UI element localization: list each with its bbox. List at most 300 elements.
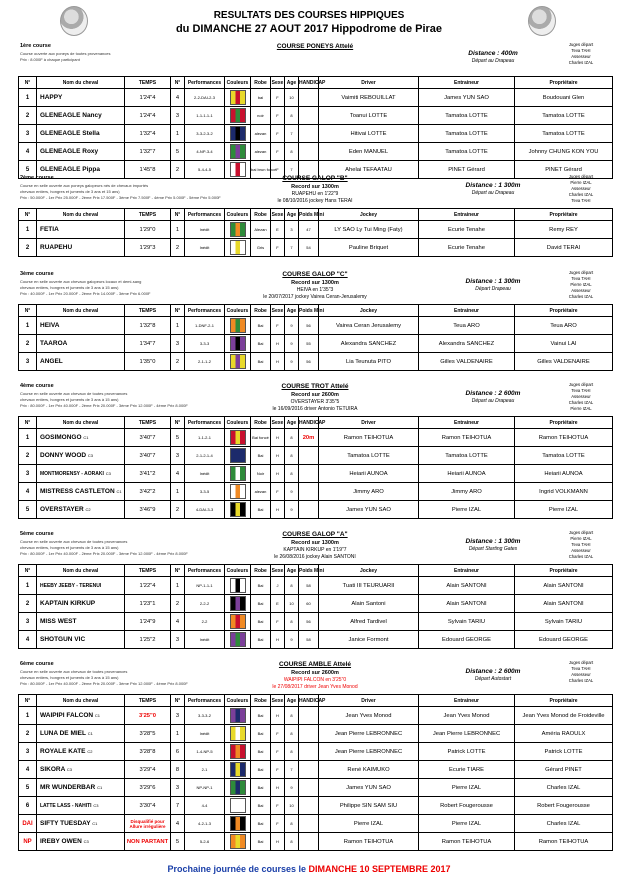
finish-position: 1: [19, 317, 37, 335]
finish-position: 1: [19, 89, 37, 107]
horse-name-text: ANGEL: [40, 358, 63, 365]
sex: H: [271, 335, 285, 353]
finish-position: 2: [19, 335, 37, 353]
handicap: [299, 501, 319, 519]
jockey-name: Alfred Tardivel: [319, 613, 419, 631]
race-record-line: le 16/09/2016 driver Antonio TETUIRA: [272, 406, 358, 412]
column-header-name: Nom du cheval: [37, 695, 125, 707]
column-header-entraineur: Entraineur: [419, 565, 515, 577]
jockey-name: Pauline Briquet: [319, 239, 419, 257]
column-header-name: Nom du cheval: [37, 209, 125, 221]
saddle-number: 4: [171, 465, 185, 483]
trainer-name: Gilles VALDENAIRE: [419, 353, 515, 371]
column-header-entraineur: Entraineur: [419, 695, 515, 707]
race-conditions-line: Prix : 8.000F à chaque participant: [20, 57, 80, 62]
race-official-line: Charles IZAL: [568, 400, 594, 405]
horse-name: [37, 447, 125, 465]
owner-name: David TERAI: [515, 239, 613, 257]
sex: H: [271, 833, 285, 851]
horse-name: [37, 743, 125, 761]
performances: 4-NP-3-4: [185, 143, 225, 161]
silks: [225, 779, 251, 797]
trainer-name: Sylvain TARIU: [419, 613, 515, 631]
silks: [225, 107, 251, 125]
horse-name: [37, 577, 125, 595]
column-header-entraineur: Entraineur: [419, 209, 515, 221]
column-header-n: N°: [171, 305, 185, 317]
performances: NP-NP-1: [185, 779, 225, 797]
column-header-entraineur: Entraineur: [419, 77, 515, 89]
table-row: [19, 797, 613, 815]
driver-name: Toanui LOTTE: [319, 107, 419, 125]
column-header-driver: Driver: [319, 77, 419, 89]
column-header-couleurs: Couleurs: [225, 565, 251, 577]
owner-name: Teua ARO: [515, 317, 613, 335]
column-header-couleurs: Couleurs: [225, 209, 251, 221]
jockey-name: Janice Formont: [319, 631, 419, 649]
horse-name-text: WAIPIPI FALCON: [40, 712, 94, 719]
column-header-sexe: Sexe: [271, 305, 285, 317]
column-header-n: N°: [171, 695, 185, 707]
saddle-number: 3: [171, 707, 185, 725]
owner-name: Edouard GEORGE: [515, 631, 613, 649]
sex: F: [271, 161, 285, 179]
race-time: Disqualifié pour Allure irrégulière: [125, 815, 171, 833]
sex: F: [271, 89, 285, 107]
owner-name: Remy REY: [515, 221, 613, 239]
trainer-name: Jean Yves Monod: [419, 707, 515, 725]
column-header-n: N°: [171, 417, 185, 429]
column-header-jockey: Jockey: [319, 565, 419, 577]
table-row: [19, 833, 613, 851]
race-conditions-line: chevaux entiers, hongres et juments de 3 ans à 15 ans): [20, 285, 119, 290]
sex: F: [271, 107, 285, 125]
race-conditions-line: Prix : 80.000F - 1er Prix 40.000F - 2ème Prix 20.000F - 3ème Prix 12.000F - 4ème Prix 8.000F: [20, 551, 188, 556]
performances: 4-2-1-3: [185, 815, 225, 833]
column-header-handicap: HANDICAP: [299, 77, 319, 89]
race-time: 1'32"7: [125, 143, 171, 161]
race-block: [18, 172, 612, 257]
coat-color: Bai: [251, 317, 271, 335]
jockey-silks-icon: [230, 726, 246, 741]
jockey-silks-icon: [230, 502, 246, 517]
trainer-name: Pierre IZAL: [419, 501, 515, 519]
race-conditions-line: chevaux entiers, hongres et juments de 3 ans et 15 ans): [20, 189, 120, 194]
poids: 56: [299, 353, 319, 371]
race-category: 1ère course: [20, 43, 51, 49]
jockey-silks-icon: [230, 318, 246, 333]
race-start-type: Départ au Drapeau: [471, 58, 515, 64]
column-header-name: Nom du cheval: [37, 565, 125, 577]
silks: [225, 221, 251, 239]
poids: 58: [299, 631, 319, 649]
race-record-line: Record sur 1300m: [291, 184, 339, 190]
race-info: [18, 40, 612, 76]
results-table: [18, 76, 613, 179]
results-table: [18, 564, 613, 649]
trainer-name: Heiarii AUNOA: [419, 465, 515, 483]
driver-name: Jean Pierre LEBRONNEC: [319, 725, 419, 743]
trainer-name: Pierre IZAL: [419, 815, 515, 833]
coat-color: Bai: [251, 797, 271, 815]
poids: 56: [299, 613, 319, 631]
driver-name: Vaimiti REBOUILLAT: [319, 89, 419, 107]
race-official-line: Pierre IZAL: [570, 406, 592, 411]
saddle-number: 4: [171, 815, 185, 833]
column-header-robe: Robe: [251, 209, 271, 221]
column-header-proprietaire: Propriétaire: [515, 77, 613, 89]
table-row: [19, 221, 613, 239]
column-header-num: N°: [19, 209, 37, 221]
race-time: 3'28"5: [125, 725, 171, 743]
coat-color: noir: [251, 107, 271, 125]
column-header-age: Age: [285, 695, 299, 707]
column-header-poids: Poids Mini: [299, 209, 319, 221]
race-title: COURSE GALOP "B": [282, 175, 348, 182]
jockey-silks-icon: [230, 762, 246, 777]
horse-name: [37, 797, 125, 815]
performances: Inédit: [185, 631, 225, 649]
race-official-line: Juges départ: [568, 660, 594, 665]
saddle-number: 5: [171, 833, 185, 851]
table-row: [19, 447, 613, 465]
race-time: 3'41"2: [125, 465, 171, 483]
coat-color: Bai: [251, 595, 271, 613]
horse-name-text: ROYALE KATE: [40, 748, 86, 755]
race-time: 1'29"0: [125, 221, 171, 239]
race-official-line: Teva TAHI: [571, 48, 591, 53]
column-header-num: N°: [19, 77, 37, 89]
coat-color: Bai: [251, 501, 271, 519]
trainer-name: Jean Pierre LEBRONNEC: [419, 725, 515, 743]
jockey-silks-icon: [230, 708, 246, 723]
column-header-couleurs: Couleurs: [225, 305, 251, 317]
owner-name: Jean Yves Monod de Froideville: [515, 707, 613, 725]
sex: F: [271, 815, 285, 833]
horse-class: C3: [93, 803, 99, 808]
race-time: 3'40"7: [125, 447, 171, 465]
performances: 5-4-4-5: [185, 161, 225, 179]
driver-name: James YUN SAO: [319, 779, 419, 797]
horse-name-text: HEIVA: [40, 322, 60, 329]
finish-position: 2: [19, 447, 37, 465]
race-title: COURSE GALOP "A": [282, 531, 348, 538]
race-official-line: Pierre IZAL: [570, 282, 592, 287]
driver-name: Jimmy ARO: [319, 483, 419, 501]
column-header-perf: Performances: [185, 565, 225, 577]
sex: F: [271, 125, 285, 143]
race-start-type: Départ au Drapeau: [471, 398, 515, 404]
silks: [225, 465, 251, 483]
horse-name-text: GLENEAGLE Pippa: [40, 166, 100, 173]
race-official-line: Assesseur: [571, 672, 591, 677]
sex: H: [271, 465, 285, 483]
coat-color: Bai: [251, 335, 271, 353]
coat-color: bai: [251, 89, 271, 107]
horse-class: C3: [83, 839, 89, 844]
column-header-age: Age: [285, 77, 299, 89]
poids: 56: [299, 317, 319, 335]
silks: [225, 707, 251, 725]
horse-class: C1: [87, 731, 93, 736]
race-official-line: Charles IZAL: [568, 192, 594, 197]
race-time: 3'29"4: [125, 761, 171, 779]
race-official-line: Juges départ: [568, 174, 594, 179]
column-header-proprietaire: Propriétaire: [515, 565, 613, 577]
column-header-num: N°: [19, 305, 37, 317]
horse-name-text: SIFTY TUESDAY: [40, 820, 91, 827]
saddle-number: 4: [171, 613, 185, 631]
owner-name: Tamatoa LOTTE: [515, 107, 613, 125]
age: 7: [285, 239, 299, 257]
race-conditions-line: Prix : 50.000F - 1er Prix 25.000F - 2ème Prix 17.500F - 3ème Prix 7.500F - 4ème Prix 5.000F - 5ème Prix 5.000F: [20, 195, 221, 200]
performances: Inédit: [185, 239, 225, 257]
owner-name: Ramon TEIHOTUA: [515, 833, 613, 851]
saddle-number: 7: [171, 797, 185, 815]
horse-name-text: MISTRESS CASTLETON: [40, 488, 115, 495]
owner-name: Pierre IZAL: [515, 501, 613, 519]
table-row: [19, 501, 613, 519]
silks: [225, 483, 251, 501]
silks: [225, 743, 251, 761]
race-official-line: Juges départ: [568, 530, 594, 535]
column-header-proprietaire: Propriétaire: [515, 209, 613, 221]
column-header-n: N°: [171, 565, 185, 577]
column-header-name: Nom du cheval: [37, 305, 125, 317]
handicap: [299, 761, 319, 779]
footer-text: Prochaine journée de courses le: [167, 864, 309, 874]
race-start-type: Départ Starting Gates: [468, 546, 518, 552]
jockey-silks-icon: [230, 144, 246, 159]
trainer-name: Ecurie Tenahe: [419, 239, 515, 257]
saddle-number: 1: [171, 125, 185, 143]
handicap: 20m: [299, 429, 319, 447]
table-row: [19, 125, 613, 143]
race-time: 3'28"8: [125, 743, 171, 761]
column-header-jockey: Jockey: [319, 305, 419, 317]
race-time: 1'35"0: [125, 353, 171, 371]
race-distance: Distance : 2 600m: [465, 668, 521, 675]
race-time: 1'24"4: [125, 89, 171, 107]
race-title: COURSE PONEYS Attelé: [276, 43, 354, 50]
column-header-temps: TEMPS: [125, 209, 171, 221]
column-header-entraineur: Entraineur: [419, 417, 515, 429]
column-header-name: Nom du cheval: [37, 77, 125, 89]
race-time: 1'25"2: [125, 631, 171, 649]
column-header-num: N°: [19, 695, 37, 707]
driver-name: Pierre IZAL: [319, 815, 419, 833]
race-conditions-line: Course ouverte aux poneys de toutes provenances: [20, 51, 111, 56]
sex: H: [271, 447, 285, 465]
age: 8: [285, 107, 299, 125]
silks: [225, 797, 251, 815]
horse-name-text: MONTMORENSY - AORAKI: [40, 471, 104, 477]
owner-name: Heiarii AUNOA: [515, 465, 613, 483]
column-header-couleurs: Couleurs: [225, 695, 251, 707]
owner-name: Johnny CHUNG KON YOU: [515, 143, 613, 161]
race-info: [18, 528, 612, 564]
driver-name: Philippe SIN SAM SIU: [319, 797, 419, 815]
horse-name: [37, 613, 125, 631]
age: 8: [285, 725, 299, 743]
race-official-line: Teva TAHI: [571, 276, 591, 281]
table-row: [19, 743, 613, 761]
race-record-line: Record sur 2600m: [291, 392, 339, 398]
age: 9: [285, 317, 299, 335]
race-record-line: le 27/08/2017 driver Jean Yves Monod: [272, 684, 358, 690]
driver-name: Jean Pierre LEBRONNEC: [319, 743, 419, 761]
poids: 60: [299, 595, 319, 613]
silks: [225, 501, 251, 519]
horse-class: C1: [83, 435, 89, 440]
horse-name: [37, 239, 125, 257]
race-title: COURSE AMBLE Attelé: [278, 661, 352, 668]
silks: [225, 595, 251, 613]
performances: 3-3-2-3-2: [185, 125, 225, 143]
jockey-silks-icon: [230, 108, 246, 123]
next-meeting-footer: [0, 864, 618, 874]
owner-name: Alain SANTONI: [515, 577, 613, 595]
horse-class: C2: [87, 749, 93, 754]
sex: J: [271, 577, 285, 595]
column-header-temps: TEMPS: [125, 305, 171, 317]
column-header-handicap: HANDICAP: [299, 417, 319, 429]
race-official-line: Assesseur: [571, 186, 591, 191]
race-block: [18, 268, 612, 371]
column-header-robe: Robe: [251, 77, 271, 89]
finish-position: 4: [19, 761, 37, 779]
horse-name-text: IREBY OWEN: [40, 838, 82, 845]
race-conditions-line: Course en selle ouverte aux chevaux de toutes provenances: [20, 391, 128, 396]
jockey-silks-icon: [230, 90, 246, 105]
sex: F: [271, 143, 285, 161]
owner-name: Gérard PINET: [515, 761, 613, 779]
horse-name-text: OVERSTAYER: [40, 506, 84, 513]
age: 8: [285, 429, 299, 447]
horse-name-text: DONNY WOOD: [40, 452, 87, 459]
race-start-type: Départ Drapeau: [475, 286, 511, 292]
finish-position: 3: [19, 613, 37, 631]
handicap: [299, 725, 319, 743]
performances: 5-2-6: [185, 833, 225, 851]
column-header-poids: Poids Mini: [299, 305, 319, 317]
race-time: 1'34"7: [125, 335, 171, 353]
race-distance: Distance : 1 300m: [465, 182, 521, 189]
silks: [225, 577, 251, 595]
race-conditions-line: chevaux entiers, hongres et juments de 3 ans à 15 ans): [20, 675, 119, 680]
trainer-name: Ramon TEIHOTUA: [419, 833, 515, 851]
age: 7: [285, 125, 299, 143]
sex: E: [271, 221, 285, 239]
race-official-line: Assesseur: [571, 54, 591, 59]
age: 9: [285, 335, 299, 353]
horse-class: C2: [85, 507, 91, 512]
sex: F: [271, 239, 285, 257]
owner-name: Boudouani Glen: [515, 89, 613, 107]
driver-name: Heiarii AUNOA: [319, 465, 419, 483]
column-header-driver: Driver: [319, 417, 419, 429]
horse-name-text: TAAROA: [40, 340, 68, 347]
race-official-line: Charles IZAL: [568, 554, 594, 559]
trainer-name: Teua ARO: [419, 317, 515, 335]
table-row: [19, 707, 613, 725]
silks: [225, 761, 251, 779]
column-header-proprietaire: Propriétaire: [515, 417, 613, 429]
owner-name: Tamatoa LOTTE: [515, 447, 613, 465]
horse-name-text: GLENEAGLE Roxy: [40, 148, 99, 155]
jockey-silks-icon: [230, 596, 246, 611]
sex: H: [271, 353, 285, 371]
performances: 2-1-1-2: [185, 353, 225, 371]
race-time: 1'23"1: [125, 595, 171, 613]
race-category: 2ème course: [20, 175, 54, 181]
table-row: [19, 143, 613, 161]
finish-position: 2: [19, 595, 37, 613]
table-row: [19, 595, 613, 613]
horse-class: C1: [92, 821, 98, 826]
table-row: [19, 631, 613, 649]
saddle-number: 3: [171, 447, 185, 465]
jockey-silks-icon: [230, 744, 246, 759]
coat-color: alezan: [251, 483, 271, 501]
race-category: 6ème course: [20, 661, 54, 667]
column-header-age: Age: [285, 305, 299, 317]
trainer-name: Ramon TEIHOTUA: [419, 429, 515, 447]
coat-color: Bai: [251, 613, 271, 631]
trainer-name: Tamatoa LOTTE: [419, 125, 515, 143]
saddle-number: 2: [171, 161, 185, 179]
performances: Inédit: [185, 221, 225, 239]
handicap: [299, 483, 319, 501]
jockey-silks-icon: [230, 430, 246, 445]
horse-name: [37, 483, 125, 501]
handicap: [299, 89, 319, 107]
race-conditions-line: Course en selle ouverte aux chevaux galopeurs locaux et demi-sang: [20, 279, 142, 284]
horse-class: C3: [66, 767, 72, 772]
handicap: [299, 143, 319, 161]
horse-name-text: GOSIMONGO: [40, 434, 82, 441]
horse-name: [37, 221, 125, 239]
race-time: 1'45"8: [125, 161, 171, 179]
age: 9: [285, 501, 299, 519]
finish-position: 3: [19, 465, 37, 483]
race-info: [18, 172, 612, 208]
handicap: [299, 447, 319, 465]
race-time: 3'30"4: [125, 797, 171, 815]
coat-color: Bai: [251, 707, 271, 725]
race-official-line: Pierre IZAL: [570, 536, 592, 541]
table-row: [19, 429, 613, 447]
horse-class: C1: [94, 713, 101, 718]
jockey-name: Lia Teunuta PITO: [319, 353, 419, 371]
race-block: [18, 658, 612, 851]
race-official-line: Charles IZAL: [568, 294, 594, 299]
column-header-robe: Robe: [251, 305, 271, 317]
owner-name: Gilles VALDENAIRE: [515, 353, 613, 371]
saddle-number: 3: [171, 779, 185, 797]
table-row: [19, 353, 613, 371]
race-record-line: HEIVA en 1'35"3: [296, 287, 334, 293]
sex: E: [271, 595, 285, 613]
horse-name: [37, 353, 125, 371]
race-official-line: Assesseur: [571, 288, 591, 293]
horse-name-text: GLENEAGLE Nancy: [40, 112, 102, 119]
handicap: [299, 815, 319, 833]
poids: 55: [299, 335, 319, 353]
owner-name: Sylvain TARIU: [515, 613, 613, 631]
saddle-number: 4: [171, 89, 185, 107]
owner-name: Améria RAOULX: [515, 725, 613, 743]
